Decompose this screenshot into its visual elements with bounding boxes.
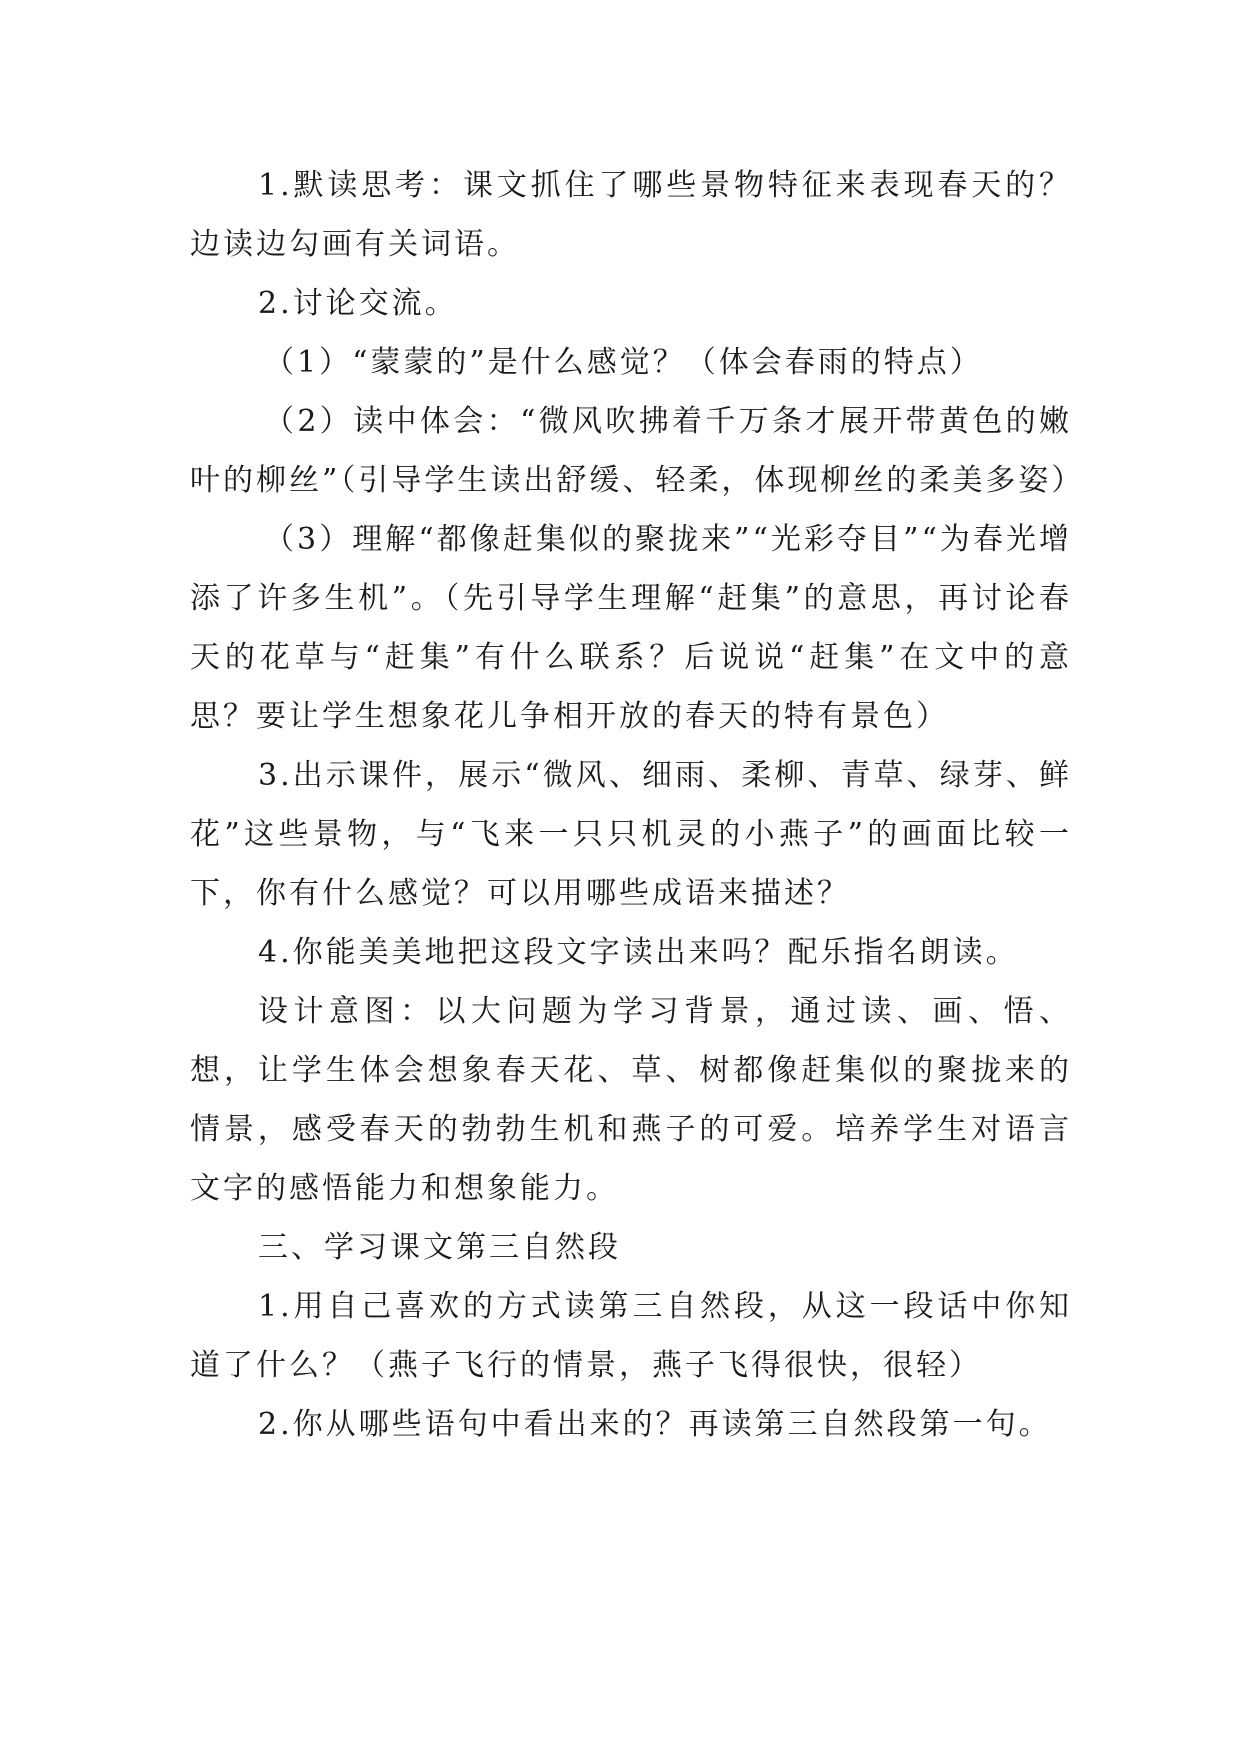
paragraph-which-sentences: 2.你从哪些语句中看出来的？再读第三自然段第一句。: [258, 1407, 1052, 1442]
paragraph-design-intent: 设计意图：以大问题为学习背景，通过读、画、悟、想，让学生体会想象春天花、草、树都像赶集似的聚拢来的情景，感受春天的勃勃生机和燕子的可爱。培养学生对语言文字的感悟能力和想象能力。: [190, 994, 1072, 1206]
section-heading: 三、学习课文第三自然段: [258, 1230, 621, 1265]
lesson-text: [190, 156, 1085, 1454]
paragraph-sub-3: （3）理解“都像赶集似的聚拢来”“光彩夺目”“为春光增添了许多生机”。（先引导学生理解“赶集”的意思，再讨论春天的花草与“赶集”有什么联系？后说说“赶集”在文中的意思？要让学生想象花儿争相开放的春天的特有景色）: [190, 522, 1072, 734]
paragraph-sub-1: （1）“蒙蒙的”是什么感觉？（体会春雨的特点）: [264, 345, 983, 380]
paragraph-read-aloud: 4.你能美美地把这段文字读出来吗？配乐指名朗读。: [258, 935, 1019, 970]
paragraph-silent-reading: 1.默读思考：课文抓住了哪些景物特征来表现春天的？边读边勾画有关词语。: [190, 168, 1072, 262]
paragraph-courseware: 3.出示课件，展示“微风、细雨、柔柳、青草、绿芽、鲜花”这些景物，与“飞来一只只机灵的小燕子”的画面比较一下，你有什么感觉？可以用哪些成语来描述？: [190, 758, 1072, 911]
paragraph-sub-2: （2）读中体会：“微风吹拂着千万条才展开带黄色的嫩叶的柳丝”（引导学生读出舒缓、轻柔，体现柳丝的柔美多姿）: [190, 404, 1085, 498]
paragraph-read-third: 1.用自己喜欢的方式读第三自然段，从这一段话中你知道了什么？（燕子飞行的情景，燕子飞得很快，很轻）: [190, 1289, 1072, 1383]
paragraph-discussion: 2.讨论交流。: [258, 286, 458, 321]
